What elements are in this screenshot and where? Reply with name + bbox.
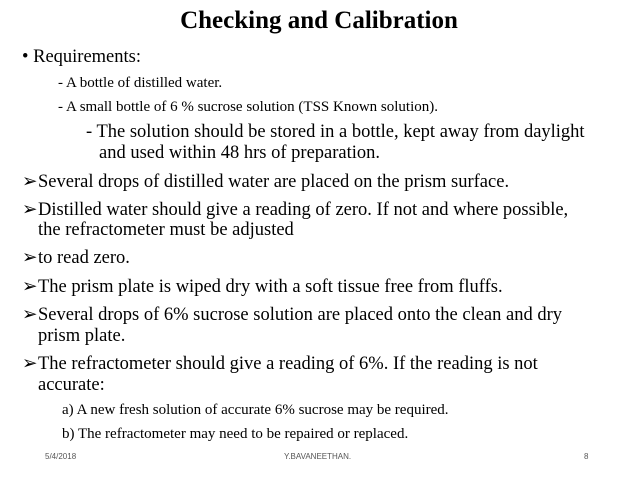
arrow-item-text: The refractometer should give a reading of 6%. If the reading is not — [38, 354, 538, 374]
sub-item: b) The refractometer may need to be repaired or replaced. — [62, 426, 409, 442]
arrow-item-continuation: prism plate. — [38, 326, 126, 346]
arrow-item — [22, 199, 568, 221]
subnote-continuation: and used within 48 hrs of preparation. — [99, 143, 381, 163]
arrow-item — [22, 304, 562, 326]
arrow-bullet-icon: ➢ — [22, 354, 38, 374]
dash-icon: - — [86, 122, 93, 142]
requirements-heading: Requirements: — [33, 47, 142, 67]
subnote-text: The solution should be stored in a bottle, kept away from daylight — [96, 122, 585, 142]
arrow-item-continuation: accurate: — [38, 375, 105, 395]
footer-author: Y.BAVANEETHAN. — [284, 452, 352, 461]
requirements-line — [22, 46, 141, 68]
arrow-item-text: to read zero. — [38, 248, 130, 268]
arrow-item — [22, 276, 503, 298]
arrow-item — [22, 247, 130, 269]
requirement-item — [58, 74, 222, 92]
requirement-text: A bottle of distilled water. — [65, 75, 223, 91]
slide-title: Checking and Calibration — [180, 7, 458, 34]
dash-icon: - — [58, 99, 63, 115]
arrow-bullet-icon: ➢ — [22, 172, 38, 192]
arrow-item-text: Several drops of distilled water are placed on the prism surface. — [38, 172, 510, 192]
footer-page-number: 8 — [584, 452, 589, 461]
footer-date: 5/4/2018 — [45, 452, 77, 461]
arrow-item — [22, 171, 509, 193]
sub-item: a) A new fresh solution of accurate 6% sucrose may be required. — [62, 402, 449, 418]
arrow-bullet-icon: ➢ — [22, 305, 38, 325]
arrow-item-text: Several drops of 6% sucrose solution are placed onto the clean and dry — [38, 305, 562, 325]
requirement-subnote — [86, 121, 585, 143]
arrow-bullet-icon: ➢ — [22, 200, 38, 220]
arrow-bullet-icon: ➢ — [22, 248, 38, 268]
dash-icon: - — [58, 75, 63, 91]
arrow-item-text: The prism plate is wiped dry with a soft tissue free from fluffs. — [38, 277, 503, 297]
arrow-item — [22, 353, 538, 375]
arrow-item-text: Distilled water should give a reading of zero. If not and where possible, — [38, 200, 569, 220]
bullet-icon: • — [22, 47, 29, 67]
requirement-text: A small bottle of 6 % sucrose solution (TSS Known solution). — [65, 99, 439, 115]
arrow-bullet-icon: ➢ — [22, 277, 38, 297]
arrow-item-continuation: the refractometer must be adjusted — [38, 220, 294, 240]
requirement-item — [58, 98, 438, 116]
